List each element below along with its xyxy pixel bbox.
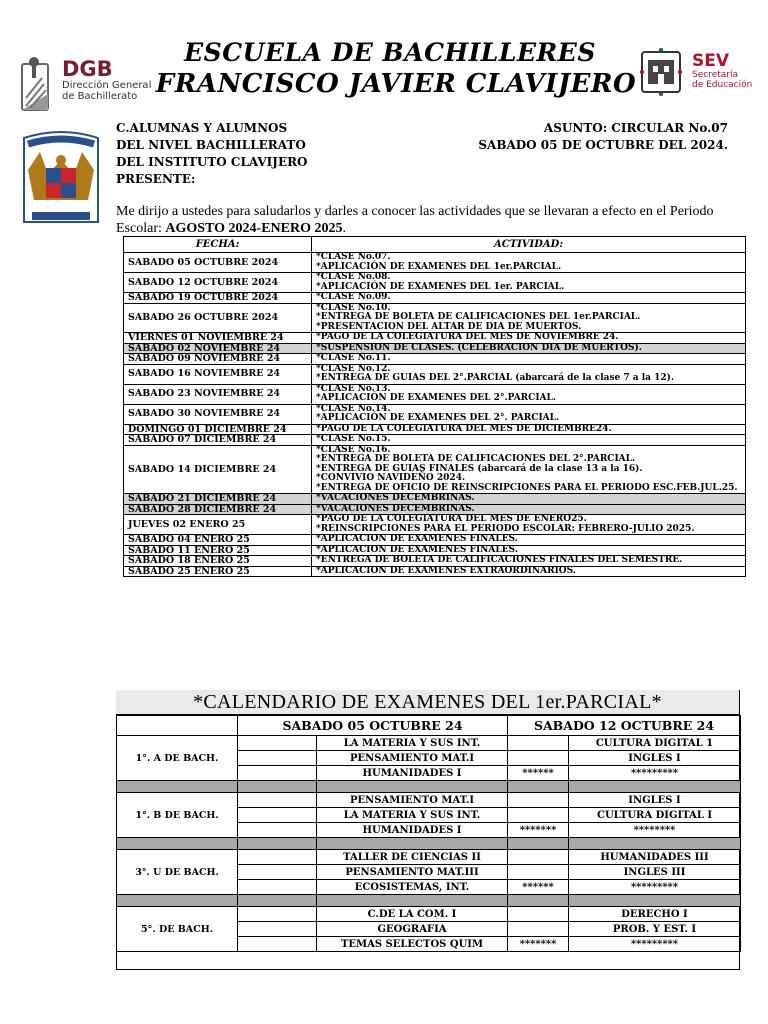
exam-day1-subject: PENSAMIENTO MAT.I (317, 751, 508, 766)
activity-row (124, 343, 746, 354)
exam-group-name: 1°. B DE BACH. (117, 793, 238, 838)
activity-description (312, 566, 746, 577)
activity-date: JUEVES 02 ENERO 25 (124, 515, 312, 535)
group-separator (117, 838, 741, 850)
exam-day2-subject: ********* (569, 880, 741, 895)
addressee-block (116, 120, 308, 188)
activities-table (123, 236, 746, 577)
exam-row (117, 736, 741, 751)
activity-date: SABADO 02 NOVIEMBRE 24 (124, 343, 312, 354)
instituto-crest (18, 130, 104, 230)
exam-day1-mark: ******* (508, 937, 569, 952)
activity-line: *CLASE No.12. (316, 363, 391, 374)
activity-row (124, 545, 746, 556)
activity-line: *PAGO DE LA COLEGIATURA DEL MES DE NOVIEMBRE 24. (316, 332, 619, 342)
activity-row (124, 404, 746, 424)
exam-day1-blank (238, 736, 317, 751)
activity-line: *ENTREGA DE GUIAS FINALES (abarcará de la clase 13 a la 16). (316, 463, 643, 474)
exam-day2-subject: ********* (569, 937, 741, 952)
activity-line: *APLICACIÓN DE EXAMENES DEL 1er.PARCIAL. (316, 261, 562, 272)
eagle-crest-icon (18, 130, 104, 230)
exam-day2-subject: ********* (569, 766, 741, 781)
exam-day2-subject: INGLES III (569, 865, 741, 880)
activity-date: SABADO 19 OCTUBRE 2024 (124, 293, 312, 304)
dgb-emblem-icon (14, 54, 60, 114)
addressee-line4: PRESENTE: (116, 172, 196, 186)
activity-line: *ENTREGA DE OFICIO DE REINSCRIPCIONES PARA EL PERIODO ESC.FEB.JUL.25. (316, 482, 738, 493)
exam-day2-subject: ******** (569, 823, 741, 838)
activity-line: *APLICACION DE EXAMENES FINALES. (316, 534, 518, 544)
activity-row (124, 273, 746, 293)
activity-date: SABADO 07 DICIEMBRE 24 (124, 435, 312, 446)
activity-description (312, 364, 746, 384)
intro-paragraph (116, 203, 744, 237)
exam-day1-mark: ****** (508, 766, 569, 781)
activity-date: SABADO 04 ENERO 25 (124, 535, 312, 546)
exam-day2-subject: INGLES I (569, 793, 741, 808)
exam-day2-subject: PROB. Y EST. I (569, 922, 741, 937)
activity-date: SABADO 18 ENERO 25 (124, 556, 312, 567)
exam-day1-mark: ******* (508, 823, 569, 838)
exam-day1-mark (508, 865, 569, 880)
activity-date: SABADO 23 NOVIEMBRE 24 (124, 384, 312, 404)
fecha-column-header: FECHA: (124, 237, 312, 253)
exam-day1-subject: HUMANIDADES I (317, 823, 508, 838)
activity-description (312, 354, 746, 365)
exam-day1-mark (508, 793, 569, 808)
exam-day1-mark (508, 922, 569, 937)
activity-description (312, 343, 746, 354)
sev-abbr: SEV (692, 51, 730, 71)
group-separator (117, 781, 741, 793)
activity-description (312, 556, 746, 567)
exam-day1-header: SABADO 05 OCTUBRE 24 (238, 716, 508, 736)
activities-header-row (124, 237, 746, 253)
addressee-line1: C.ALUMNAS Y ALUMNOS (116, 121, 288, 135)
addressee-line2: DEL NIVEL BACHILLERATO (116, 138, 306, 152)
separator-cell (508, 895, 569, 907)
activity-row (124, 535, 746, 546)
separator-cell (508, 781, 569, 793)
separator-cell (569, 895, 741, 907)
activity-description (312, 384, 746, 404)
activity-row (124, 384, 746, 404)
exam-day1-subject: LA MATERIA Y SUS INT. (317, 736, 508, 751)
activity-date: SABADO 21 DICIEMBRE 24 (124, 494, 312, 505)
activity-row (124, 424, 746, 435)
activity-row (124, 253, 746, 273)
activity-date: SABADO 05 OCTUBRE 2024 (124, 253, 312, 273)
school-title-line1: ESCUELA DE BACHILLERES (184, 38, 596, 67)
activity-line: *ENTREGA DE GUIAS DEL 2°.PARCIAL (abarcará de la clase 7 a la 12). (316, 373, 675, 383)
activity-date: SABADO 30 NOVIEMBRE 24 (124, 404, 312, 424)
exam-days-row (117, 716, 741, 736)
activity-line: *CLASE No.13. (316, 383, 391, 394)
separator-cell (317, 781, 508, 793)
activity-row (124, 494, 746, 505)
exam-corner-cell (117, 716, 238, 736)
activity-row (124, 303, 746, 333)
exam-day2-subject: DERECHO I (569, 907, 741, 922)
exam-calendar-title: *CALENDARIO DE EXAMENES DEL 1er.PARCIAL* (116, 690, 739, 715)
activity-line: *VACACIONES DECEMBRINAS. (316, 493, 475, 503)
exam-day1-subject: LA MATERIA Y SUS INT. (317, 808, 508, 823)
exam-day1-mark: ****** (508, 880, 569, 895)
activity-description (312, 494, 746, 505)
exam-day1-blank (238, 766, 317, 781)
dgb-line1: Dirección General (62, 80, 152, 91)
exam-day1-blank (238, 880, 317, 895)
activity-line: *CONVIVIO NAVIDEÑO 2024. (316, 473, 466, 483)
intro-end: . (342, 221, 346, 236)
activity-date: VIERNES 01 NOVIEMBRE 24 (124, 333, 312, 344)
exam-row (117, 793, 741, 808)
activity-description (312, 333, 746, 344)
activity-row (124, 556, 746, 567)
activity-line: *REINSCRIPCIONES PARA EL PERIODO ESCOLAR: FEBRERO-JULIO 2025. (316, 523, 695, 534)
separator-cell (317, 838, 508, 850)
exam-day1-subject: PENSAMIENTO MAT.III (317, 865, 508, 880)
activity-line: *PRESENTACION DEL ALTAR DE DIA DE MUERTOS. (316, 321, 582, 332)
activity-line: *APLICACION DE EXAMENES FINALES. (316, 544, 518, 555)
intro-text: Me dirijo a ustedes para saludarlos y darles a conocer las actividades que se llevaran a efecto en el Periodo Escolar: (116, 204, 714, 236)
exam-day1-blank (238, 907, 317, 922)
activity-date: SABADO 26 OCTUBRE 2024 (124, 303, 312, 333)
activity-description (312, 424, 746, 435)
activity-description (312, 293, 746, 304)
activity-date: DOMINGO 01 DICIEMBRE 24 (124, 424, 312, 435)
activity-description (312, 504, 746, 515)
activity-row (124, 293, 746, 304)
activity-row (124, 504, 746, 515)
subject-line1: ASUNTO: CIRCULAR No.07 (543, 121, 728, 135)
activity-description (312, 435, 746, 446)
separator-cell (117, 838, 238, 850)
exam-group-name: 3°. U DE BACH. (117, 850, 238, 895)
activity-date: SABADO 09 NOVIEMBRE 24 (124, 354, 312, 365)
separator-cell (569, 838, 741, 850)
exam-day1-mark (508, 907, 569, 922)
subject-block (476, 120, 728, 154)
activity-line: *PAGO DE LA COLEGIATURA DEL MES DE DICIEMBRE24. (316, 423, 612, 434)
activity-description (312, 445, 746, 494)
activity-line: *CLASE No.09. (316, 292, 391, 302)
dgb-line2: de Bachillerato (62, 91, 138, 102)
activity-line: *APLICACIÓN DE EXAMENES DEL 2°.PARCIAL. (316, 393, 556, 403)
exam-day1-blank (238, 850, 317, 865)
activity-row (124, 364, 746, 384)
activity-row (124, 515, 746, 535)
activity-line: *VACACIONES DECEMBRINAS. (316, 503, 475, 514)
activity-line: *PAGO DE LA COLEGIATURA DEL MES DE ENERO25. (316, 514, 587, 524)
activity-description (312, 545, 746, 556)
activity-line: *ENTREGA DE BOLETA DE CALIFICACIONES DEL 1er.PARCIAL. (316, 312, 641, 322)
separator-cell (508, 838, 569, 850)
dgb-wordmark (62, 58, 151, 102)
exam-day2-subject: INGLES I (569, 751, 741, 766)
school-title-line2: FRANCISCO JAVIER CLAVIJERO (155, 69, 637, 99)
exam-day1-mark (508, 751, 569, 766)
activity-line: *ENTREGA DE BOLETA DE CALIFICACIONES FINALES DEL SEMESTRE. (316, 555, 683, 565)
activity-line: *SUSPENSION DE CLASES. (CELEBRACION DIA DE MUERTOS). (316, 342, 642, 353)
activity-description (312, 303, 746, 333)
sev-line1: Secretaría (692, 70, 738, 80)
activity-date: SABADO 12 OCTUBRE 2024 (124, 273, 312, 293)
activity-row (124, 566, 746, 577)
activity-line: *CLASE No.14. (316, 403, 391, 414)
exam-day1-blank (238, 751, 317, 766)
exam-day1-blank (238, 937, 317, 952)
exam-day1-blank (238, 823, 317, 838)
activity-description (312, 273, 746, 293)
activity-line: *APLICACION DE EXAMENES EXTRAORDINARIOS. (316, 565, 576, 576)
sev-wordmark (692, 52, 752, 90)
activity-row (124, 354, 746, 365)
intro-period: AGOSTO 2024-ENERO 2025 (165, 221, 343, 236)
exam-day1-blank (238, 808, 317, 823)
exam-group-name: 5°. DE BACH. (117, 907, 238, 952)
subject-line2: SABADO 05 DE OCTUBRE DEL 2024. (478, 138, 728, 152)
veracruz-shield-icon (636, 46, 686, 98)
exam-day1-subject: HUMANIDADES I (317, 766, 508, 781)
exam-day1-subject: ECOSISTEMAS, INT. (317, 880, 508, 895)
exam-day1-subject: TALLER DE CIENCIAS II (317, 850, 508, 865)
exam-day1-blank (238, 865, 317, 880)
separator-cell (238, 895, 317, 907)
activity-line: *CLASE No.16. (316, 444, 391, 455)
exam-day2-subject: CULTURA DIGITAL I (569, 808, 741, 823)
exam-day1-blank (238, 922, 317, 937)
activity-row (124, 435, 746, 446)
exam-day2-header: SABADO 12 OCTUBRE 24 (508, 716, 741, 736)
exam-day1-subject: TEMAS SELECTOS QUIM (317, 937, 508, 952)
exam-day1-subject: GEOGRAFIA (317, 922, 508, 937)
exam-day1-blank (238, 793, 317, 808)
exam-group-name: 1°. A DE BACH. (117, 736, 238, 781)
activity-description (312, 404, 746, 424)
addressee-line3: DEL INSTITUTO CLAVIJERO (116, 155, 308, 169)
activity-date: SABADO 11 ENERO 25 (124, 545, 312, 556)
activity-line: *CLASE No.08. (316, 272, 391, 282)
exam-day1-mark (508, 850, 569, 865)
activity-date: SABADO 16 NOVIEMBRE 24 (124, 364, 312, 384)
separator-cell (238, 838, 317, 850)
activity-line: *CLASE No.07. (316, 252, 391, 262)
sev-line2: de Educación (692, 80, 753, 90)
separator-cell (569, 781, 741, 793)
activity-date: SABADO 28 DICIEMBRE 24 (124, 504, 312, 515)
activity-line: *APLICACIÓN DE EXAMENES DEL 2°. PARCIAL. (316, 413, 560, 423)
separator-cell (317, 895, 508, 907)
exam-day1-subject: PENSAMIENTO MAT.I (317, 793, 508, 808)
exam-day2-subject: HUMANIDADES III (569, 850, 741, 865)
separator-cell (117, 895, 238, 907)
exam-day1-subject: C.DE LA COM. I (317, 907, 508, 922)
activity-date: SABADO 14 DICIEMBRE 24 (124, 445, 312, 494)
activity-row (124, 445, 746, 494)
dgb-abbr: DGB (62, 57, 113, 81)
activity-line: *APLICACIÓN DE EXAMENES DEL 1er. PARCIAL. (316, 281, 565, 292)
activity-row (124, 333, 746, 344)
separator-cell (117, 781, 238, 793)
activity-description (312, 515, 746, 535)
group-separator (117, 895, 741, 907)
activity-line: *CLASE No.15. (316, 434, 391, 444)
exam-row (117, 907, 741, 922)
actividad-column-header: ACTIVIDAD: (312, 237, 746, 253)
exam-calendar-table (116, 715, 741, 952)
exam-row (117, 850, 741, 865)
exam-day1-mark (508, 808, 569, 823)
activity-line: *ENTREGA DE BOLETA DE CALIFICACIONES DEL 2°.PARCIAL. (316, 454, 636, 464)
activity-description (312, 535, 746, 546)
separator-cell (238, 781, 317, 793)
exam-day1-mark (508, 736, 569, 751)
activity-date: SABADO 25 ENERO 25 (124, 566, 312, 577)
activity-line: *CLASE No.10. (316, 302, 391, 313)
activity-description (312, 253, 746, 273)
activity-line: *CLASE No.11. (316, 353, 391, 363)
exam-day2-subject: CULTURA DIGITAL 1 (569, 736, 741, 751)
